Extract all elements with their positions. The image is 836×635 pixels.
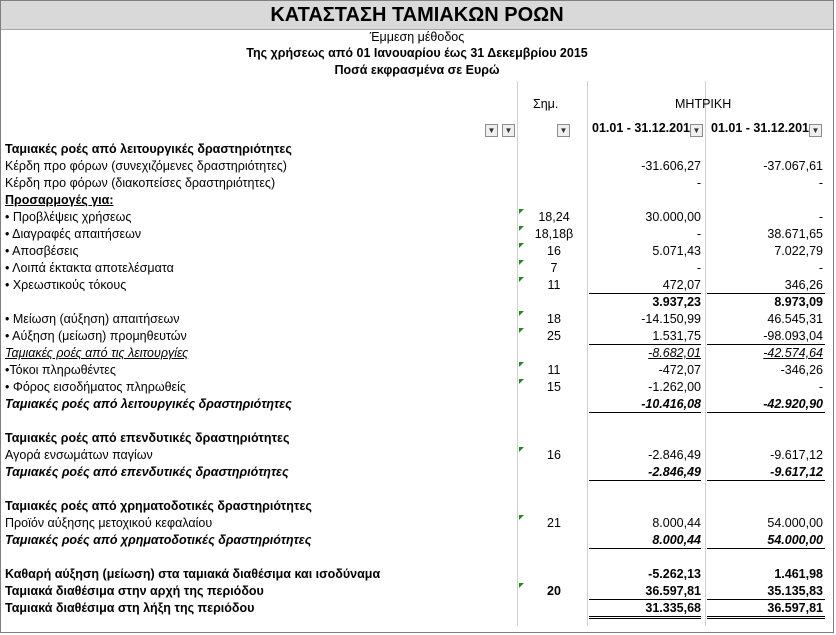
row-value-period1: -2.846,49 <box>648 448 701 462</box>
row-note: 21 <box>547 516 561 530</box>
row-value-period1: -10.416,08 <box>641 397 701 411</box>
group-column-header: ΜΗΤΡΙΚΗ <box>675 97 732 111</box>
row-value-period1: 8.000,44 <box>652 516 701 530</box>
row-note: 11 <box>547 363 561 377</box>
row-value-period1: -14.150,99 <box>641 312 701 326</box>
cell-comment-marker <box>519 379 524 384</box>
row-value-period1: 472,07 <box>662 278 701 292</box>
table-row[interactable] <box>1 379 833 396</box>
cell-comment-marker <box>519 515 524 520</box>
row-value-period2: - <box>818 380 823 394</box>
table-row[interactable] <box>1 549 833 566</box>
table-row[interactable] <box>1 226 833 243</box>
row-value-period2: 38.671,65 <box>767 227 823 241</box>
total-rule <box>707 599 825 600</box>
total-rule <box>707 412 825 413</box>
row-note: 20 <box>547 584 561 598</box>
row-value-period1: 1.531,75 <box>652 329 701 343</box>
total-rule <box>589 344 701 345</box>
row-label: • Φόρος εισοδήματος πληρωθείς <box>5 380 186 394</box>
table-row[interactable] <box>1 328 833 345</box>
table-row[interactable] <box>1 498 833 515</box>
row-label: Καθαρή αύξηση (μείωση) στα ταμιακά διαθέσιμα και ισοδύναμα <box>5 567 381 581</box>
cell-comment-marker <box>519 209 524 214</box>
row-label: Ταμιακά διαθέσιμα στην αρχή της περιόδου <box>5 584 264 598</box>
table-row[interactable] <box>1 481 833 498</box>
total-rule <box>589 548 701 549</box>
row-value-period1: 8.000,44 <box>652 533 701 547</box>
table-row[interactable] <box>1 362 833 379</box>
row-note: 16 <box>547 244 561 258</box>
row-note: 18 <box>547 312 561 326</box>
row-label: Ταμιακές ροές από επενδυτικές δραστηριότητες <box>5 431 290 445</box>
total-rule <box>707 344 825 345</box>
row-label: • Αύξηση (μείωση) προμηθευτών <box>5 329 187 343</box>
row-value-period1: 36.597,81 <box>645 584 701 598</box>
row-value-period2: - <box>818 176 823 190</box>
total-rule <box>589 599 701 600</box>
total-rule <box>707 548 825 549</box>
row-value-period2: 36.597,81 <box>767 601 823 615</box>
row-label: Προσαρμογές για: <box>5 193 114 207</box>
total-rule <box>707 618 825 619</box>
row-label: Αγορά ενσωμάτων παγίων <box>5 448 153 462</box>
row-value-period2: 346,26 <box>784 278 823 292</box>
cell-comment-marker <box>519 311 524 316</box>
cell-comment-marker <box>519 447 524 452</box>
cell-comment-marker <box>519 226 524 231</box>
table-row[interactable] <box>1 260 833 277</box>
row-label: Ταμιακές ροές από λειτουργικές δραστηριότητες <box>5 142 292 156</box>
table-row[interactable] <box>1 345 833 362</box>
table-row[interactable] <box>1 277 833 294</box>
total-rule <box>589 480 701 481</box>
row-value-period2: 54.000,00 <box>767 516 823 530</box>
currency-line: Ποσά εκφρασμένα σε Ευρώ <box>334 63 500 77</box>
row-value-period1: 5.071,43 <box>652 244 701 258</box>
table-row[interactable] <box>1 447 833 464</box>
table-row[interactable] <box>1 209 833 226</box>
row-label: • Αποσβέσεις <box>5 244 79 258</box>
row-label: •Τόκοι πληρωθέντες <box>5 363 116 377</box>
filter-dropdown-icon[interactable]: ▼ <box>690 124 703 137</box>
filter-dropdown-icon[interactable]: ▼ <box>485 124 498 137</box>
filter-dropdown-icon[interactable]: ▼ <box>557 124 570 137</box>
row-label: Ταμιακές ροές από χρηματοδοτικές δραστηριότητες <box>5 533 312 547</box>
table-row[interactable] <box>1 430 833 447</box>
row-value-period1: 3.937,23 <box>652 295 701 309</box>
row-value-period2: - <box>818 210 823 224</box>
row-label: • Λοιπά έκτακτα αποτελέσματα <box>5 261 174 275</box>
row-value-period2: - <box>818 261 823 275</box>
row-value-period2: 8.973,09 <box>774 295 823 309</box>
table-row[interactable] <box>1 566 833 583</box>
cell-comment-marker <box>519 583 524 588</box>
row-value-period1: - <box>696 176 701 190</box>
row-value-period2: -9.617,12 <box>770 448 823 462</box>
row-value-period1: - <box>696 227 701 241</box>
table-row[interactable] <box>1 158 833 175</box>
row-label: Κέρδη προ φόρων (διακοπείσες δραστηριότητες) <box>5 176 276 190</box>
cell-comment-marker <box>519 362 524 367</box>
table-row[interactable] <box>1 141 833 158</box>
total-rule <box>589 293 701 294</box>
method-line: Έμμεση μέθοδος <box>369 30 465 44</box>
table-row[interactable] <box>1 243 833 260</box>
row-value-period2: -9.617,12 <box>770 465 823 479</box>
row-label: Ταμιακά διαθέσιμα στη λήξη της περιόδου <box>5 601 255 615</box>
row-value-period1: - <box>696 261 701 275</box>
row-value-period1: -5.262,13 <box>648 567 701 581</box>
row-value-period2: -42.574,64 <box>763 346 823 360</box>
row-value-period1: -8.682,01 <box>648 346 701 360</box>
table-row[interactable] <box>1 600 833 617</box>
row-label: • Διαγραφές απαιτήσεων <box>5 227 142 241</box>
row-label: • Μείωση (αύξηση) απαιτήσεων <box>5 312 180 326</box>
row-label: • Χρεωστικούς τόκους <box>5 278 127 292</box>
row-note: 16 <box>547 448 561 462</box>
period2-header: 01.01 - 31.12.201 <box>711 121 809 135</box>
total-rule <box>707 480 825 481</box>
total-rule <box>589 412 701 413</box>
cell-comment-marker <box>519 277 524 282</box>
row-label: Ταμιακές ροές από λειτουργικές δραστηριότητες <box>5 397 292 411</box>
total-rule <box>707 616 825 617</box>
row-label: Κέρδη προ φόρων (συνεχιζόμενες δραστηριότητες) <box>5 159 287 173</box>
row-note: 18,24 <box>538 210 570 224</box>
row-note: 18,18β <box>534 227 574 241</box>
row-note: 25 <box>547 329 561 343</box>
filter-dropdown-icon[interactable]: ▼ <box>502 124 515 137</box>
period-line: Της χρήσεως από 01 Ιανουαρίου έως 31 Δεκεμβρίου 2015 <box>246 46 588 60</box>
table-row[interactable] <box>1 515 833 532</box>
row-value-period2: -98.093,04 <box>763 329 823 343</box>
period1-header: 01.01 - 31.12.201 <box>592 121 690 135</box>
note-column-header: Σημ. <box>533 97 559 111</box>
cell-comment-marker <box>519 328 524 333</box>
row-value-period1: -1.262,00 <box>648 380 701 394</box>
row-value-period1: 30.000,00 <box>645 210 701 224</box>
row-value-period1: 31.335,68 <box>645 601 701 615</box>
row-note: 7 <box>550 261 558 275</box>
cell-comment-marker <box>519 260 524 265</box>
total-rule <box>589 616 701 617</box>
row-value-period2: -37.067,61 <box>763 159 823 173</box>
table-row[interactable] <box>1 413 833 430</box>
table-row[interactable] <box>1 532 833 549</box>
row-value-period2: 35.135,83 <box>767 584 823 598</box>
table-row[interactable] <box>1 175 833 192</box>
row-value-period1: -472,07 <box>658 363 701 377</box>
row-note: 15 <box>547 380 561 394</box>
row-note: 11 <box>547 278 561 292</box>
sheet-title: ΚΑΤΑΣΤΑΣΗ ΤΑΜΙΑΚΩΝ ΡΟΩΝ <box>1 1 833 30</box>
total-rule <box>589 618 701 619</box>
table-row[interactable] <box>1 583 833 600</box>
table-row[interactable] <box>1 311 833 328</box>
row-value-period1: -2.846,49 <box>648 465 701 479</box>
row-value-period2: 54.000,00 <box>767 533 823 547</box>
table-row[interactable] <box>1 294 833 311</box>
row-label: Προϊόν αύξησης μετοχικού κεφαλαίου <box>5 516 213 530</box>
table-row[interactable] <box>1 192 833 209</box>
row-label: Ταμιακές ροές από χρηματοδοτικές δραστηριότητες <box>5 499 312 513</box>
row-label: Ταμιακές ροές από τις λειτουργίες <box>5 346 189 360</box>
row-value-period2: 7.022,79 <box>774 244 823 258</box>
cell-comment-marker <box>519 243 524 248</box>
row-label: • Προβλέψεις χρήσεως <box>5 210 132 224</box>
row-label: Ταμιακές ροές από επενδυτικές δραστηριότητες <box>5 465 289 479</box>
row-value-period2: 1.461,98 <box>774 567 823 581</box>
total-rule <box>707 293 825 294</box>
row-value-period2: -346,26 <box>780 363 823 377</box>
table-row[interactable] <box>1 396 833 413</box>
row-value-period1: -31.606,27 <box>641 159 701 173</box>
row-value-period2: -42.920,90 <box>763 397 823 411</box>
row-value-period2: 46.545,31 <box>767 312 823 326</box>
filter-dropdown-icon[interactable]: ▼ <box>809 124 822 137</box>
table-row[interactable] <box>1 464 833 481</box>
